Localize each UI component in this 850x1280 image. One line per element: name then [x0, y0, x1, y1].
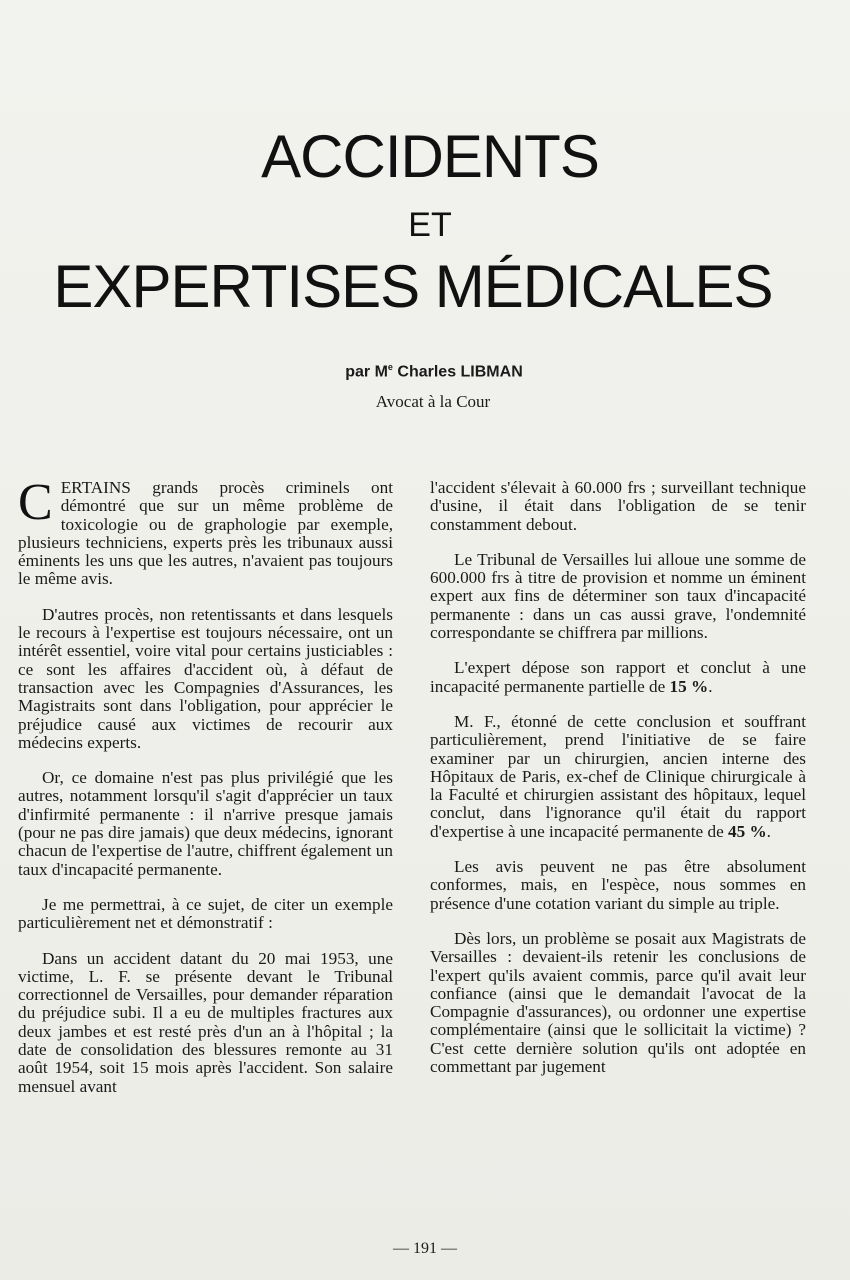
byline-prefix: par M [345, 363, 388, 381]
author-name: Charles LIBMAN [397, 363, 523, 381]
percentage-value: 15 % [669, 676, 709, 696]
paragraph-text: M. F., étonné de cette conclusion et souffrant particulièrement, prend l'initiative de se faire examiner par un chirurgien, ancien interne des Hôpitaux de Paris, ex-chef de Clinique chirurgicale à la Faculté et chirurgien assistant des hôpitaux, lequel conclut, dans l'ignorance qu'il était du rapport d'expertise à une incapacité permanente de [430, 711, 806, 841]
byline-sup: e [387, 362, 393, 372]
byline [0, 362, 850, 381]
title-line-3: EXPERTISES MÉDICALES [53, 253, 773, 320]
right-column [430, 479, 806, 1093]
paragraph-end: . [708, 676, 713, 696]
paragraph-end: . [766, 821, 771, 841]
paragraph: Je me permettrai, à ce sujet, de citer un exemple particulièrement net et démonstratif : [18, 894, 393, 933]
paragraph: Le Tribunal de Versailles lui alloue une somme de 600.000 frs à titre de provision et nomme un éminent expert aux fins de déterminer son taux d'incapacité permanente : dans un cas aussi grave, l'ondemnité correspondante se chiffrera par millions. [430, 549, 806, 643]
title-line-2: ET [408, 206, 452, 244]
drop-cap: C [18, 474, 53, 531]
page-number: — 191 — [393, 1240, 457, 1257]
paragraph: Dans un accident datant du 20 mai 1953, une victime, L. F. se présente devant le Tribunal correctionnel de Versailles, pour demander réparation du préjudice subi. Il a eu de multiples fractures aux deux jambes et est resté près d'un an à l'hôpital ; la date de consolidation des blessures remonte au 31 août 1954, soit 15 mois après l'accident. Son salaire mensuel avant [18, 948, 393, 1096]
paragraph: l'accident s'élevait à 60.000 frs ; surveillant technique d'usine, il était dans l'obligation de se tenir constamment debout. [430, 478, 806, 534]
left-column [18, 474, 393, 1113]
percentage-value: 45 % [728, 821, 767, 841]
author-role: Avocat à la Cour [375, 392, 491, 411]
paragraph [430, 713, 806, 841]
paragraph: Or, ce domaine n'est pas plus privilégié que les autres, notamment lorsqu'il s'agit d'apprécier un taux d'infirmité permanente : il n'arrive presque jamais (pour ne pas dire jamais) que deux médecins, ignorant chacun de l'expertise de l'autre, chiffrent également un taux d'incapacité permanente. [18, 768, 393, 879]
paragraph: D'autres procès, non retentissants et dans lesquels le recours à l'expertise est toujours nécessaire, ont un intérêt essentiel, voire vital pour certains justiciables : ce sont les affaires d'accident où, à défaut de transaction avec les Compagnies d'Assurances, les Magistraits sont dans l'obligation, pour apprécier le préjudice causé aux victimes de recourir aux médecins experts. [18, 604, 393, 752]
paragraph [430, 659, 806, 696]
paragraph: Les avis peuvent ne pas être absolument conformes, mais, en l'espèce, nous sommes en présence d'une cotation variant du simple au triple. [430, 857, 806, 913]
paragraph-text: L'expert dépose son rapport et conclut à une incapacité permanente partielle de [430, 658, 806, 696]
paragraph-text: ERTAINS grands procès criminels ont démontré que sur un même problème de toxicologie ou de graphologie par exemple, plusieurs techniciens, experts près les tribunaux aussi éminents les uns que les autres, n'avaient pas toujours le même avis. [18, 478, 393, 589]
paragraph: Dès lors, un problème se posait aux Magistrats de Versailles : devaient-ils retenir les conclusions de l'expert qu'ils avaient commis, parce qu'il avait leur confiance (ainsi que le demandait l'avocat de la Compagnie d'assurances), ou ordonner une expertise complémentaire (ainsi que le sollicitait la victime) ? C'est cette dernière solution qu'ils ont adoptée en commettant par jugement [430, 928, 806, 1077]
paragraph [18, 474, 393, 589]
title-line-1: ACCIDENTS [261, 123, 599, 190]
